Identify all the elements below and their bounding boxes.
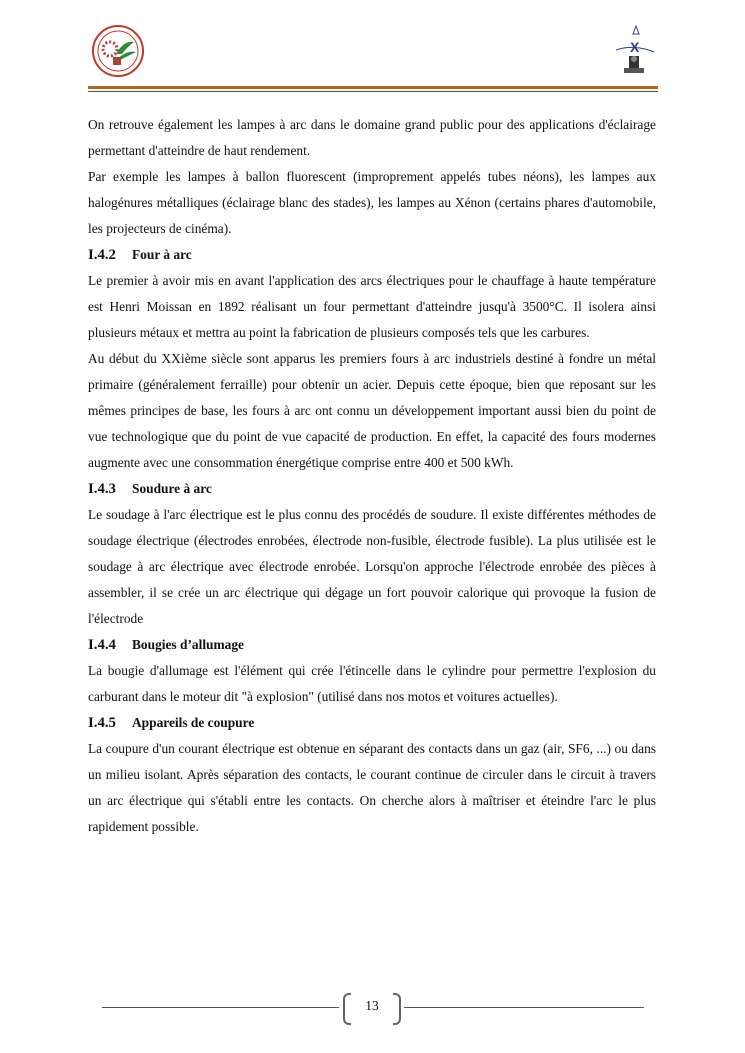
section-paragraph: Au début du XXième siècle sont apparus les premiers fours à arc industriels destiné à fondre un métal primaire (généralement ferraille) pour obtenir un acier. Depuis cette époque, bien que reposant sur les mêmes principes de base, les fours à arc ont connu un développement important aussi bien du point de vue technologique que du point de vue capacité de production. En effet, la capacité des fours modernes augmente avec une consommation énergétique comprise entre 400 et 500 kWh. — [88, 351, 656, 470]
section-heading — [88, 476, 656, 502]
header-rule-thick — [88, 86, 658, 89]
intro-paragraph: Par exemple les lampes à ballon fluorescent (improprement appelés tubes néons), les lampes aux halogénures métalliques (éclairage blanc des stades), les lampes au Xénon (certains phares d'automobile, les projecteurs de cinéma). — [88, 169, 656, 236]
section-title: Appareils de coupure — [132, 715, 255, 730]
section-title: Bougies d’allumage — [132, 637, 244, 652]
section-number: I.4.4 — [88, 637, 116, 653]
header-rule-thin — [88, 91, 658, 92]
page-footer — [0, 990, 745, 1026]
section-paragraph: La coupure d'un courant électrique est obtenue en séparant des contacts dans un gaz (air, SF6, ...) ou dans un milieu isolant. Après séparation des contacts, le courant continue de circuler dans le circuit à travers un arc électrique qui s'établi entre les contacts. On cherche alors à maîtriser et éteindre l'arc le plus rapidement possible. — [88, 741, 656, 834]
section-title: Four à arc — [132, 247, 192, 262]
section-heading — [88, 710, 656, 736]
laboratory-logo-icon — [608, 22, 660, 80]
section-paragraph: La bougie d'allumage est l'élément qui crée l'étincelle dans le cylindre pour permettre l'explosion du carburant dans le moteur dit "à explosion" (utilisé dans nos motos et voitures actuelles). — [88, 663, 656, 704]
section-paragraph: Le soudage à l'arc électrique est le plus connu des procédés de soudure. Il existe différentes méthodes de soudage électrique (électrodes enrobées, électrode non-fusible, électrode fusible). La plus utilisée est le soudage à arc électrique avec électrode enrobée. Lorsqu'on approche l'électrode enrobée des pièces à assembler, il se crée un arc électrique qui dégage un fort pouvoir calorique qui provoque la fusion de l'électrode — [88, 507, 656, 626]
section-paragraph: Le premier à avoir mis en avant l'application des arcs électriques pour le chauffage à haute température est Henri Moissan en 1892 réalisant un four permettant d'atteindre jusqu'à 3500°C. Il isolera ainsi plusieurs métaux et mettra au point la fabrication de plusieurs composés tels que les carbures. — [88, 273, 656, 340]
intro-paragraph: On retrouve également les lampes à arc dans le domaine grand public pour des applications d'éclairage permettant d'atteindre de haut rendement. — [88, 117, 656, 158]
section-number: I.4.2 — [88, 247, 116, 263]
section-title: Soudure à arc — [132, 481, 212, 496]
footer-rule-right — [404, 1007, 644, 1008]
footer-bracket-left — [343, 993, 351, 1025]
page-header — [0, 0, 745, 95]
page-number: 13 — [365, 998, 379, 1013]
svg-text:X: X — [630, 39, 640, 55]
footer-rule-left — [102, 1007, 339, 1008]
section-number: I.4.3 — [88, 481, 116, 497]
footer-bracket-right — [393, 993, 401, 1025]
section-number: I.4.5 — [88, 715, 116, 731]
university-logo-icon — [88, 24, 148, 78]
section-heading — [88, 632, 656, 658]
section-heading — [88, 242, 656, 268]
document-body — [88, 112, 656, 840]
